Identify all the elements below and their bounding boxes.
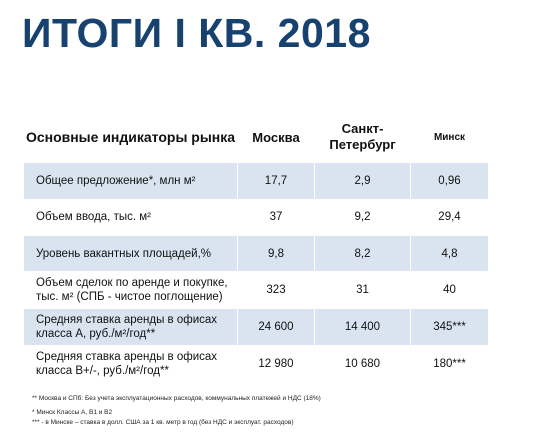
indicators-table [24, 112, 488, 382]
cell-minsk: 180*** [410, 345, 488, 382]
header-moscow: Москва [237, 112, 314, 162]
header-indicators: Основные индикаторы рынка [25, 129, 236, 145]
cell-moscow: 24 600 [237, 308, 314, 345]
cell-minsk: 29,4 [410, 199, 488, 235]
header-spb: Санкт-Петербург [314, 112, 410, 162]
cell-spb: 2,9 [314, 162, 410, 199]
row-label: Средняя ставка аренды в офисах класса А, руб./м²/год** [24, 308, 237, 345]
footnote-minsk-currency: *** - в Минске – ставка в долл. США за 1 кв. метр в год (без НДС и эксплуат. расходов) [32, 419, 294, 426]
cell-spb: 8,2 [314, 235, 410, 271]
footnote-minsk-classes: * Минск Классы А, В1 и В2 [32, 409, 113, 416]
cell-minsk: 345*** [410, 308, 488, 345]
cell-moscow: 17,7 [237, 162, 314, 199]
cell-moscow: 37 [237, 199, 314, 235]
table-row [24, 345, 488, 382]
cell-minsk: 4,8 [410, 235, 488, 271]
table-row [24, 271, 488, 308]
header-minsk: Минск [410, 112, 488, 162]
table-header-row [24, 112, 488, 162]
row-label: Объем сделок по аренде и покупке, тыс. м² (СПБ - чистое поглощение) [24, 271, 237, 308]
cell-spb: 31 [314, 271, 410, 308]
table-row [24, 308, 488, 345]
page-title: ИТОГИ I КВ. 2018 [22, 10, 371, 56]
cell-spb: 10 680 [314, 345, 410, 382]
table-row [24, 162, 488, 199]
table-row [24, 199, 488, 235]
cell-moscow: 323 [237, 271, 314, 308]
cell-moscow: 9,8 [237, 235, 314, 271]
cell-moscow: 12 980 [237, 345, 314, 382]
footnote-costs: ** Москва и СПб: Без учета эксплуатационных расходов, коммунальных платежей и НДС (18%) [32, 395, 321, 402]
table-row [24, 235, 488, 271]
row-label: Общее предложение*, млн м² [24, 162, 237, 199]
cell-minsk: 0,96 [410, 162, 488, 199]
cell-spb: 14 400 [314, 308, 410, 345]
cell-spb: 9,2 [314, 199, 410, 235]
cell-minsk: 40 [410, 271, 488, 308]
row-label: Уровень вакантных площадей,% [24, 235, 237, 271]
row-label: Средняя ставка аренды в офисах класса В+/-, руб./м²/год** [24, 345, 237, 382]
row-label: Объем ввода, тыс. м² [24, 199, 237, 235]
